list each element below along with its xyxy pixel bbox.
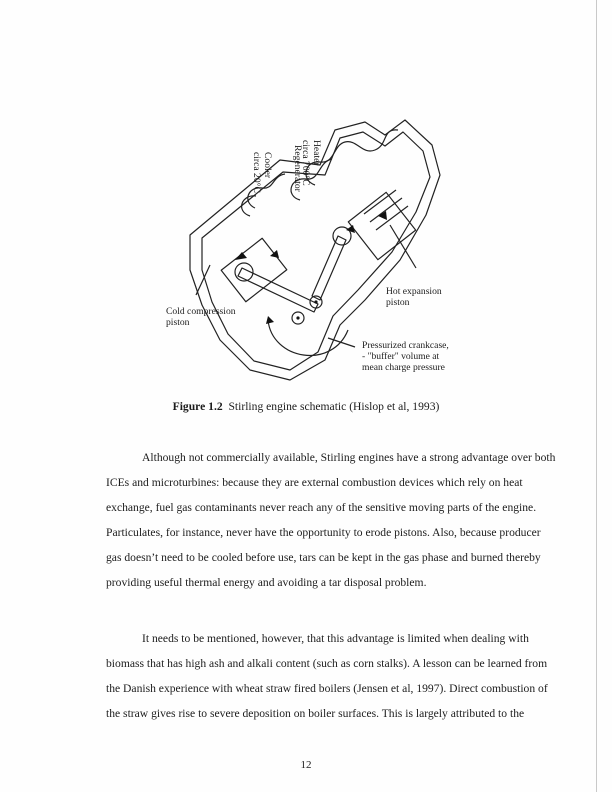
cold-connecting-rod bbox=[238, 268, 318, 312]
crankcase-arc bbox=[268, 320, 348, 355]
figure-caption-label: Figure 1.2 bbox=[172, 400, 223, 413]
paragraph-line: the Danish experience with wheat straw fired boilers (Jensen et al, 1997). Direct combustion of bbox=[106, 682, 548, 695]
regenerator-label: Regenerator bbox=[292, 145, 303, 192]
paragraph-line: Particulates, for instance, never have the opportunity to erode pistons. Also, because producer bbox=[106, 526, 541, 539]
hot-piston-label-line1: Hot expansion bbox=[386, 286, 442, 297]
figure-caption-text: Stirling engine schematic (Hislop et al, 1993) bbox=[228, 400, 440, 413]
paragraph-line: Although not commercially available, Stirling engines have a strong advantage over both bbox=[142, 451, 556, 464]
cold-piston-label-line1: Cold compression bbox=[166, 306, 236, 317]
heater-label-line2: circa 700°C bbox=[300, 140, 311, 186]
paragraph-line: providing useful thermal energy and avoiding a tar disposal problem. bbox=[106, 576, 427, 589]
cold-piston-label bbox=[166, 306, 236, 328]
scan-edge-mark bbox=[596, 0, 597, 792]
hot-piston-label-line2: piston bbox=[386, 297, 410, 308]
cold-piston-label-line2: piston bbox=[166, 317, 190, 328]
cooler-label bbox=[251, 152, 273, 193]
hot-connecting-rod bbox=[312, 236, 346, 300]
hot-piston-label bbox=[386, 286, 442, 308]
crankcase-label-line1: Pressurized crankcase, bbox=[362, 340, 449, 351]
cooler-label-line2: circa 20°C bbox=[251, 152, 262, 193]
crankcase-label-line2: - "buffer" volume at bbox=[362, 351, 440, 362]
figure-caption bbox=[0, 400, 612, 413]
cold-cylinder bbox=[221, 238, 287, 302]
paragraph-line: ICEs and microturbines: because they are external combustion devices which rely on heat bbox=[106, 476, 523, 489]
crankcase-label-line3: mean charge pressure bbox=[362, 362, 445, 373]
paragraph-line: It needs to be mentioned, however, that this advantage is limited when dealing with bbox=[142, 632, 529, 645]
heater-label-line1: Heater bbox=[311, 140, 322, 166]
paragraph-line: the straw gives rise to severe deposition on boiler surfaces. This is largely attributed to the bbox=[106, 707, 525, 720]
page-number: 12 bbox=[300, 759, 312, 771]
paragraph-line: gas doesn’t need to be cooled before use, tars can be kept in the gas phase and burned thereby bbox=[106, 551, 541, 564]
heater-label bbox=[300, 140, 322, 186]
cooler-label-line1: Cooler bbox=[262, 152, 273, 179]
paragraph-line: exchange, fuel gas contaminants never reach any of the sensitive moving parts of the engine. bbox=[106, 501, 537, 514]
paragraph-line: biomass that has high ash and alkali content (such as corn stalks). A lesson can be learned from bbox=[106, 657, 548, 670]
crankcase-label bbox=[362, 340, 449, 373]
